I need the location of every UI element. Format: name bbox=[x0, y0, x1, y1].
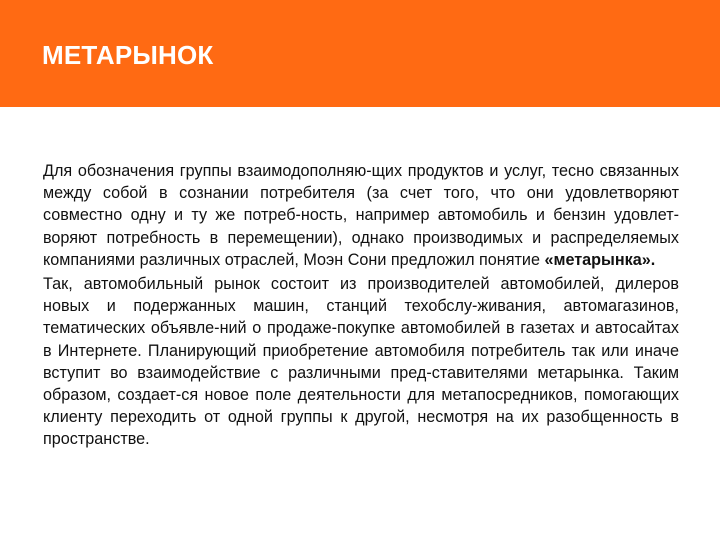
metamarket-term: «метарынка». bbox=[544, 250, 656, 269]
slide-body bbox=[43, 160, 679, 451]
paragraph-metamarket-definition bbox=[43, 160, 679, 271]
paragraph-1-text: Для обозначения группы взаимодополняю-щих продуктов и услуг, тесно связанных между собой в сознании потребителя (за счет того, что они удовлетворяют совместно одну и ту же потреб-ность, например автомобиль и бензин удовлет-воряют потребность в перемещении), однако производимых и распределяемых компаниями различных отраслей, Моэн Сони предложил понятие bbox=[43, 162, 679, 269]
header-bar bbox=[0, 0, 720, 107]
paragraph-car-market-example: Так, автомобильный рынок состоит из производителей автомобилей, дилеров новых и подержанных машин, станций техобслу-живания, автомагазинов, тематических объявле-ний о продаже-покупке автомобилей в газетах и автосайтах в Интернете. Планирующий приобретение автомобиля потребитель так или иначе вступит во взаимодействие с различными пред-ставителями метарынка. Таким образом, создает-ся новое поле деятельности для метапосредников, помогающих клиенту переходить от одной группы к другой, несмотря на их разобщенность в пространстве. bbox=[43, 275, 679, 449]
slide-title: МЕТАРЫНОК bbox=[42, 40, 214, 70]
